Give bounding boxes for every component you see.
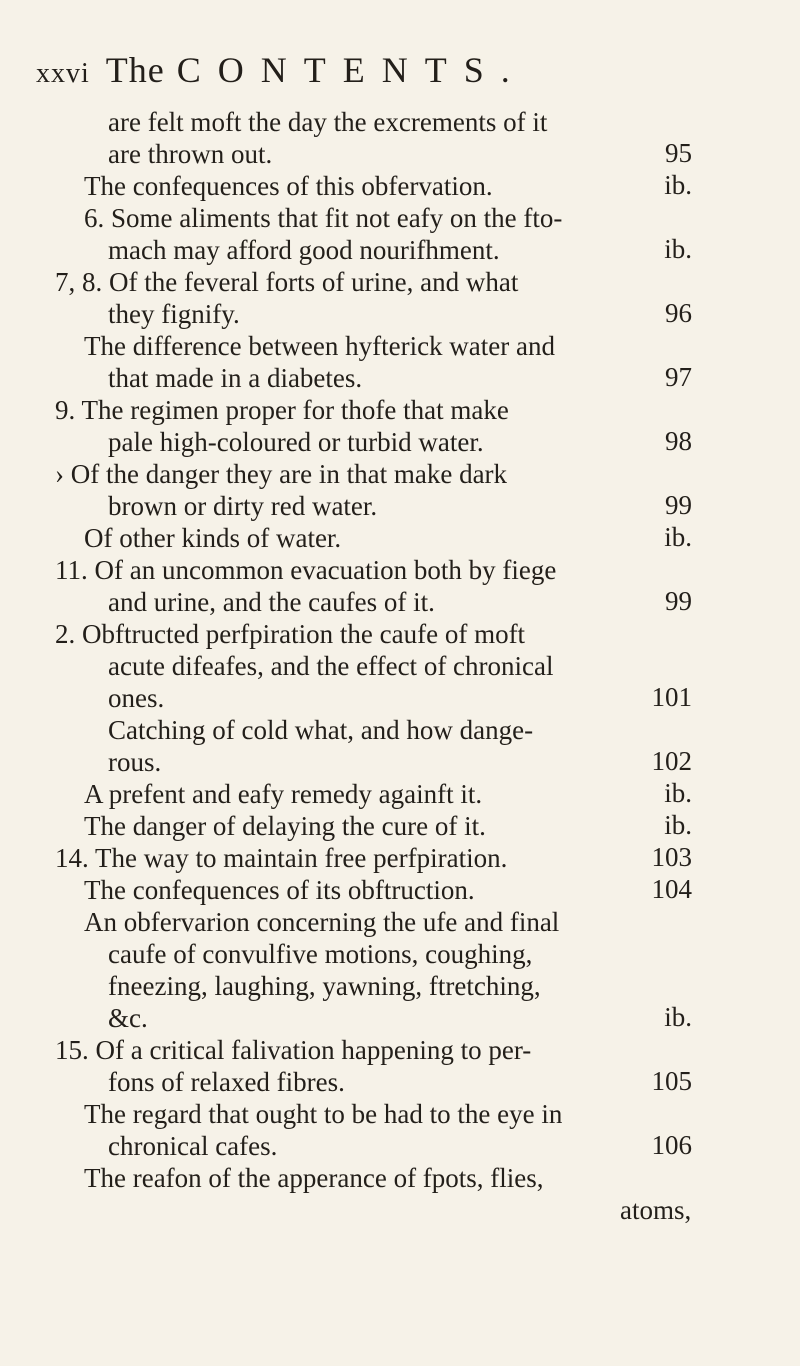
contents-line: The reafon of the apperance of fpots, flies, (84, 1163, 544, 1193)
contents-line: The confequences of its obftruction. (84, 875, 475, 905)
page-ref: 105 (651, 1066, 692, 1096)
contents-line: and urine, and the caufes of it. (108, 587, 435, 617)
page-ref: 101 (651, 682, 692, 712)
page-ref: ib. (664, 810, 692, 840)
running-header (36, 50, 736, 94)
contents-line: The danger of delaying the cure of it. (84, 811, 486, 841)
page-ref: 99 (665, 490, 692, 520)
contents-line: 14. The way to maintain free perfpiration. (55, 843, 508, 873)
page-ref: 97 (665, 362, 692, 392)
contents-line: 6. Some aliments that fit not eafy on the fto- (84, 203, 563, 233)
contents-line: ones. (108, 683, 165, 713)
contents-line: The confequences of this obfervation. (84, 171, 493, 201)
contents-line: are thrown out. (108, 139, 273, 169)
contents-line: rous. (108, 747, 162, 777)
contents-line: Of other kinds of water. (84, 523, 342, 553)
contents-line: 11. Of an uncommon evacuation both by fiege (55, 555, 557, 585)
contents-line: mach may afford good nourifhment. (108, 235, 500, 265)
contents-line: A prefent and eafy remedy againft it. (84, 779, 483, 809)
page-ref: 98 (665, 426, 692, 456)
contents-line: fneezing, laughing, yawning, ftretching, (108, 971, 541, 1001)
page-ref: 103 (651, 842, 692, 872)
contents-line: pale high-coloured or turbid water. (108, 427, 484, 457)
contents-line: &c. (108, 1003, 148, 1033)
contents-line: › Of the danger they are in that make dark (55, 459, 508, 489)
page-ref: 104 (651, 874, 692, 904)
contents-line: 15. Of a critical falivation happening to per- (55, 1035, 532, 1065)
page-ref: ib. (664, 522, 692, 552)
page-ref: 99 (665, 586, 692, 616)
page-folio: xxvi (36, 58, 90, 89)
contents-line: brown or dirty red water. (108, 491, 378, 521)
contents-line: fons of relaxed fibres. (108, 1067, 345, 1097)
page-ref: ib. (664, 170, 692, 200)
contents-line: 7, 8. Of the feveral forts of urine, and what (55, 267, 519, 297)
contents-line: Catching of cold what, and how dange- (108, 715, 534, 745)
contents-line: An obfervarion concerning the ufe and final (84, 907, 560, 937)
page-ref: 102 (651, 746, 692, 776)
contents-line: they fignify. (108, 299, 240, 329)
contents-line: The regard that ought to be had to the eye in (84, 1099, 563, 1129)
contents-line: 2. Obftructed perfpiration the caufe of moft (55, 619, 526, 649)
page-ref: ib. (664, 1002, 692, 1032)
page-ref: 106 (651, 1130, 692, 1160)
contents-line: atoms, (620, 1195, 692, 1225)
contents-line: The difference between hyfterick water and (84, 331, 555, 361)
page-ref: 96 (665, 298, 692, 328)
contents-line: that made in a diabetes. (108, 363, 363, 393)
contents-line: chronical cafes. (108, 1131, 278, 1161)
header-lead: The (105, 50, 165, 90)
page-ref: 95 (665, 138, 692, 168)
contents-line: are felt moft the day the excrements of it (108, 107, 548, 137)
page-ref: ib. (664, 234, 692, 264)
contents-line: caufe of convulfive motions, coughing, (108, 939, 533, 969)
contents-line: acute difeafes, and the effect of chronical (108, 651, 554, 681)
contents-line: 9. The regimen proper for thofe that make (55, 395, 509, 425)
page-ref: ib. (664, 778, 692, 808)
header-title: CONTENTS. (176, 50, 527, 90)
